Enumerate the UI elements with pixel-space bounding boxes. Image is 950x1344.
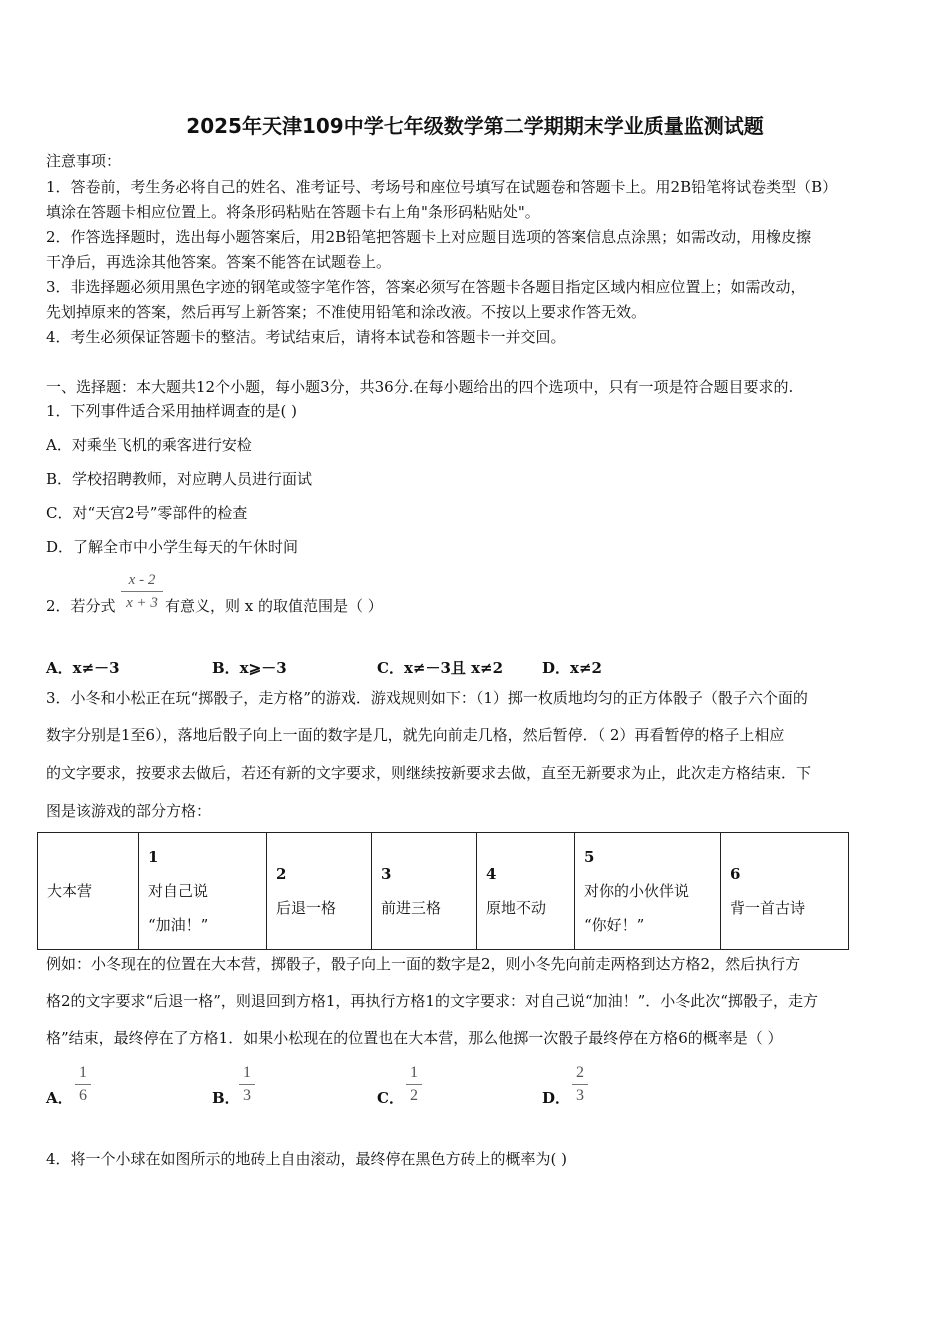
notice-line: 先划掉原来的答案，然后再写上新答案；不准使用铅笔和涂改液。不按以上要求作答无效。 (46, 303, 647, 321)
grid-cell-number: 3 (381, 865, 392, 883)
grid-cell-text: 前进三格 (381, 899, 442, 917)
question-2-option-d: D．x≠2 (542, 659, 602, 677)
question-2-option-a: A．x≠－3 (46, 659, 120, 677)
question-3-option-d-label: D． (542, 1089, 571, 1107)
question-2-option-b: B．x⩾－3 (212, 659, 287, 677)
notice-line: 4．考生必须保证答题卡的整洁。考试结束后，请将本试卷和答题卡一并交回。 (46, 328, 566, 346)
grid-cell-text: 对你的小伙伴说 (584, 882, 690, 900)
grid-cell-2 (267, 833, 372, 950)
notice-heading: 注意事项： (46, 152, 122, 170)
question-2-prefix: 2．若分式 (46, 597, 116, 615)
grid-cell-start (38, 833, 139, 950)
page-title: 2025年天津109中学七年级数学第二学期期末学业质量监测试题 (186, 114, 764, 138)
question-3-option-c-label: C． (377, 1089, 404, 1107)
question-3-example-line: 例如：小冬现在的位置在大本营，掷骰子，骰子向上一面的数字是2，则小冬先向前走两格到达方格2，然后执行方 (46, 955, 801, 973)
grid-cell-number: 2 (276, 865, 287, 883)
notice-line: 1．答卷前，考生务必将自己的姓名、准考证号、考场号和座位号填写在试题卷和答题卡上。用2B铅笔将试卷类型（B） (46, 178, 838, 196)
notice-line: 3．非选择题必须用黑色字迹的钢笔或签字笔作答，答案必须写在答题卡各题目指定区域内相应位置上；如需改动， (46, 278, 806, 296)
question-2-suffix: 有意义，则 x 的取值范围是（ ） (165, 597, 383, 615)
question-3-line: 的文字要求，按要求去做后，若还有新的文字要求，则继续按新要求去做，直至无新要求为止，此次走方格结束．下 (46, 764, 812, 782)
grid-cell-4 (477, 833, 575, 950)
question-3-option-a-fraction (75, 1064, 91, 1105)
fraction-denominator: 6 (79, 1087, 87, 1104)
fraction-denominator: x + 3 (126, 595, 158, 611)
fraction-denominator: 3 (243, 1087, 251, 1104)
question-1-option-d: D．了解全市中小学生每天的午休时间 (46, 538, 299, 556)
question-1-stem: 1．下列事件适合采用抽样调查的是( ) (46, 402, 298, 420)
grid-cell-text: 大本营 (47, 882, 93, 900)
section-heading: 一、选择题：本大题共12个小题，每小题3分，共36分.在每小题给出的四个选项中，只有一项是符合题目要求的. (46, 378, 794, 396)
question-4-stem: 4．将一个小球在如图所示的地砖上自由滚动，最终停在黑色方砖上的概率为( ) (46, 1150, 568, 1168)
question-3-option-b-label: B． (212, 1089, 240, 1107)
question-3-line: 数字分别是1至6），落地后骰子向上一面的数字是几，就先向前走几格，然后暂停．（ 2）再看暂停的格子上相应 (46, 726, 785, 744)
fraction-numerator: 2 (576, 1064, 584, 1081)
fraction-numerator: 1 (79, 1064, 87, 1081)
question-3-option-b-fraction (239, 1064, 255, 1105)
grid-cell-6 (721, 833, 849, 950)
question-1-option-a: A．对乘坐飞机的乘客进行安检 (46, 436, 252, 454)
question-3-line: 3．小冬和小松正在玩“掷骰子，走方格”的游戏．游戏规则如下：（1）掷一枚质地均匀的正方体骰子（骰子六个面的 (46, 689, 808, 707)
notice-line: 填涂在答题卡相应位置上。将条形码粘贴在答题卡右上角"条形码粘贴处"。 (46, 203, 540, 221)
fraction-bar (239, 1084, 255, 1085)
notice-line: 2．作答选择题时，选出每小题答案后，用2B铅笔把答题卡上对应题目选项的答案信息点涂黑；如需改动，用橡皮擦 (46, 228, 812, 246)
question-1-option-c: C．对“天宫2号”零部件的检查 (46, 504, 248, 522)
grid-cell-number: 4 (486, 865, 497, 883)
grid-cell-text: 背一首古诗 (730, 899, 806, 917)
fraction-denominator: 2 (410, 1087, 418, 1104)
notice-line: 干净后，再选涂其他答案。答案不能答在试题卷上。 (46, 253, 392, 271)
question-2-fraction (121, 571, 163, 612)
fraction-bar (121, 591, 163, 592)
grid-cell-5 (575, 833, 721, 950)
question-1-option-b: B．学校招聘教师，对应聘人员进行面试 (46, 470, 313, 488)
grid-cell-number: 6 (730, 865, 741, 883)
fraction-numerator: 1 (410, 1064, 418, 1081)
question-3-option-a-label: A． (46, 1089, 73, 1107)
grid-cell-text: 对自己说 (148, 882, 209, 900)
grid-cell-1 (139, 833, 267, 950)
fraction-denominator: 3 (576, 1087, 584, 1104)
grid-cell-text: 原地不动 (486, 899, 547, 917)
grid-cell-number: 1 (148, 848, 159, 866)
grid-cell-text: “你好！” (584, 916, 645, 934)
fraction-bar (75, 1084, 91, 1085)
question-3-option-c-fraction (406, 1064, 422, 1105)
fraction-bar (406, 1084, 422, 1085)
question-3-line: 图是该游戏的部分方格： (46, 802, 212, 820)
grid-cell-3 (372, 833, 477, 950)
fraction-bar (572, 1084, 588, 1085)
fraction-numerator: x - 2 (128, 572, 156, 588)
question-2-option-c: C．x≠－3且 x≠2 (377, 659, 504, 677)
grid-cell-text: “加油！” (148, 916, 209, 934)
grid-cell-number: 5 (584, 848, 595, 866)
question-3-example-line: 格”结束，最终停在了方格1．如果小松现在的位置也在大本营，那么他掷一次骰子最终停在方格6的概率是（ ） (46, 1029, 783, 1047)
grid-cell-text: 后退一格 (276, 899, 337, 917)
question-3-option-d-fraction (572, 1064, 588, 1105)
game-grid-table (37, 832, 849, 950)
fraction-numerator: 1 (243, 1064, 251, 1081)
question-3-example-line: 格2的文字要求“后退一格”，则退回到方格1，再执行方格1的文字要求：对自己说“加油！”．小冬此次“掷骰子，走方 (46, 992, 818, 1010)
